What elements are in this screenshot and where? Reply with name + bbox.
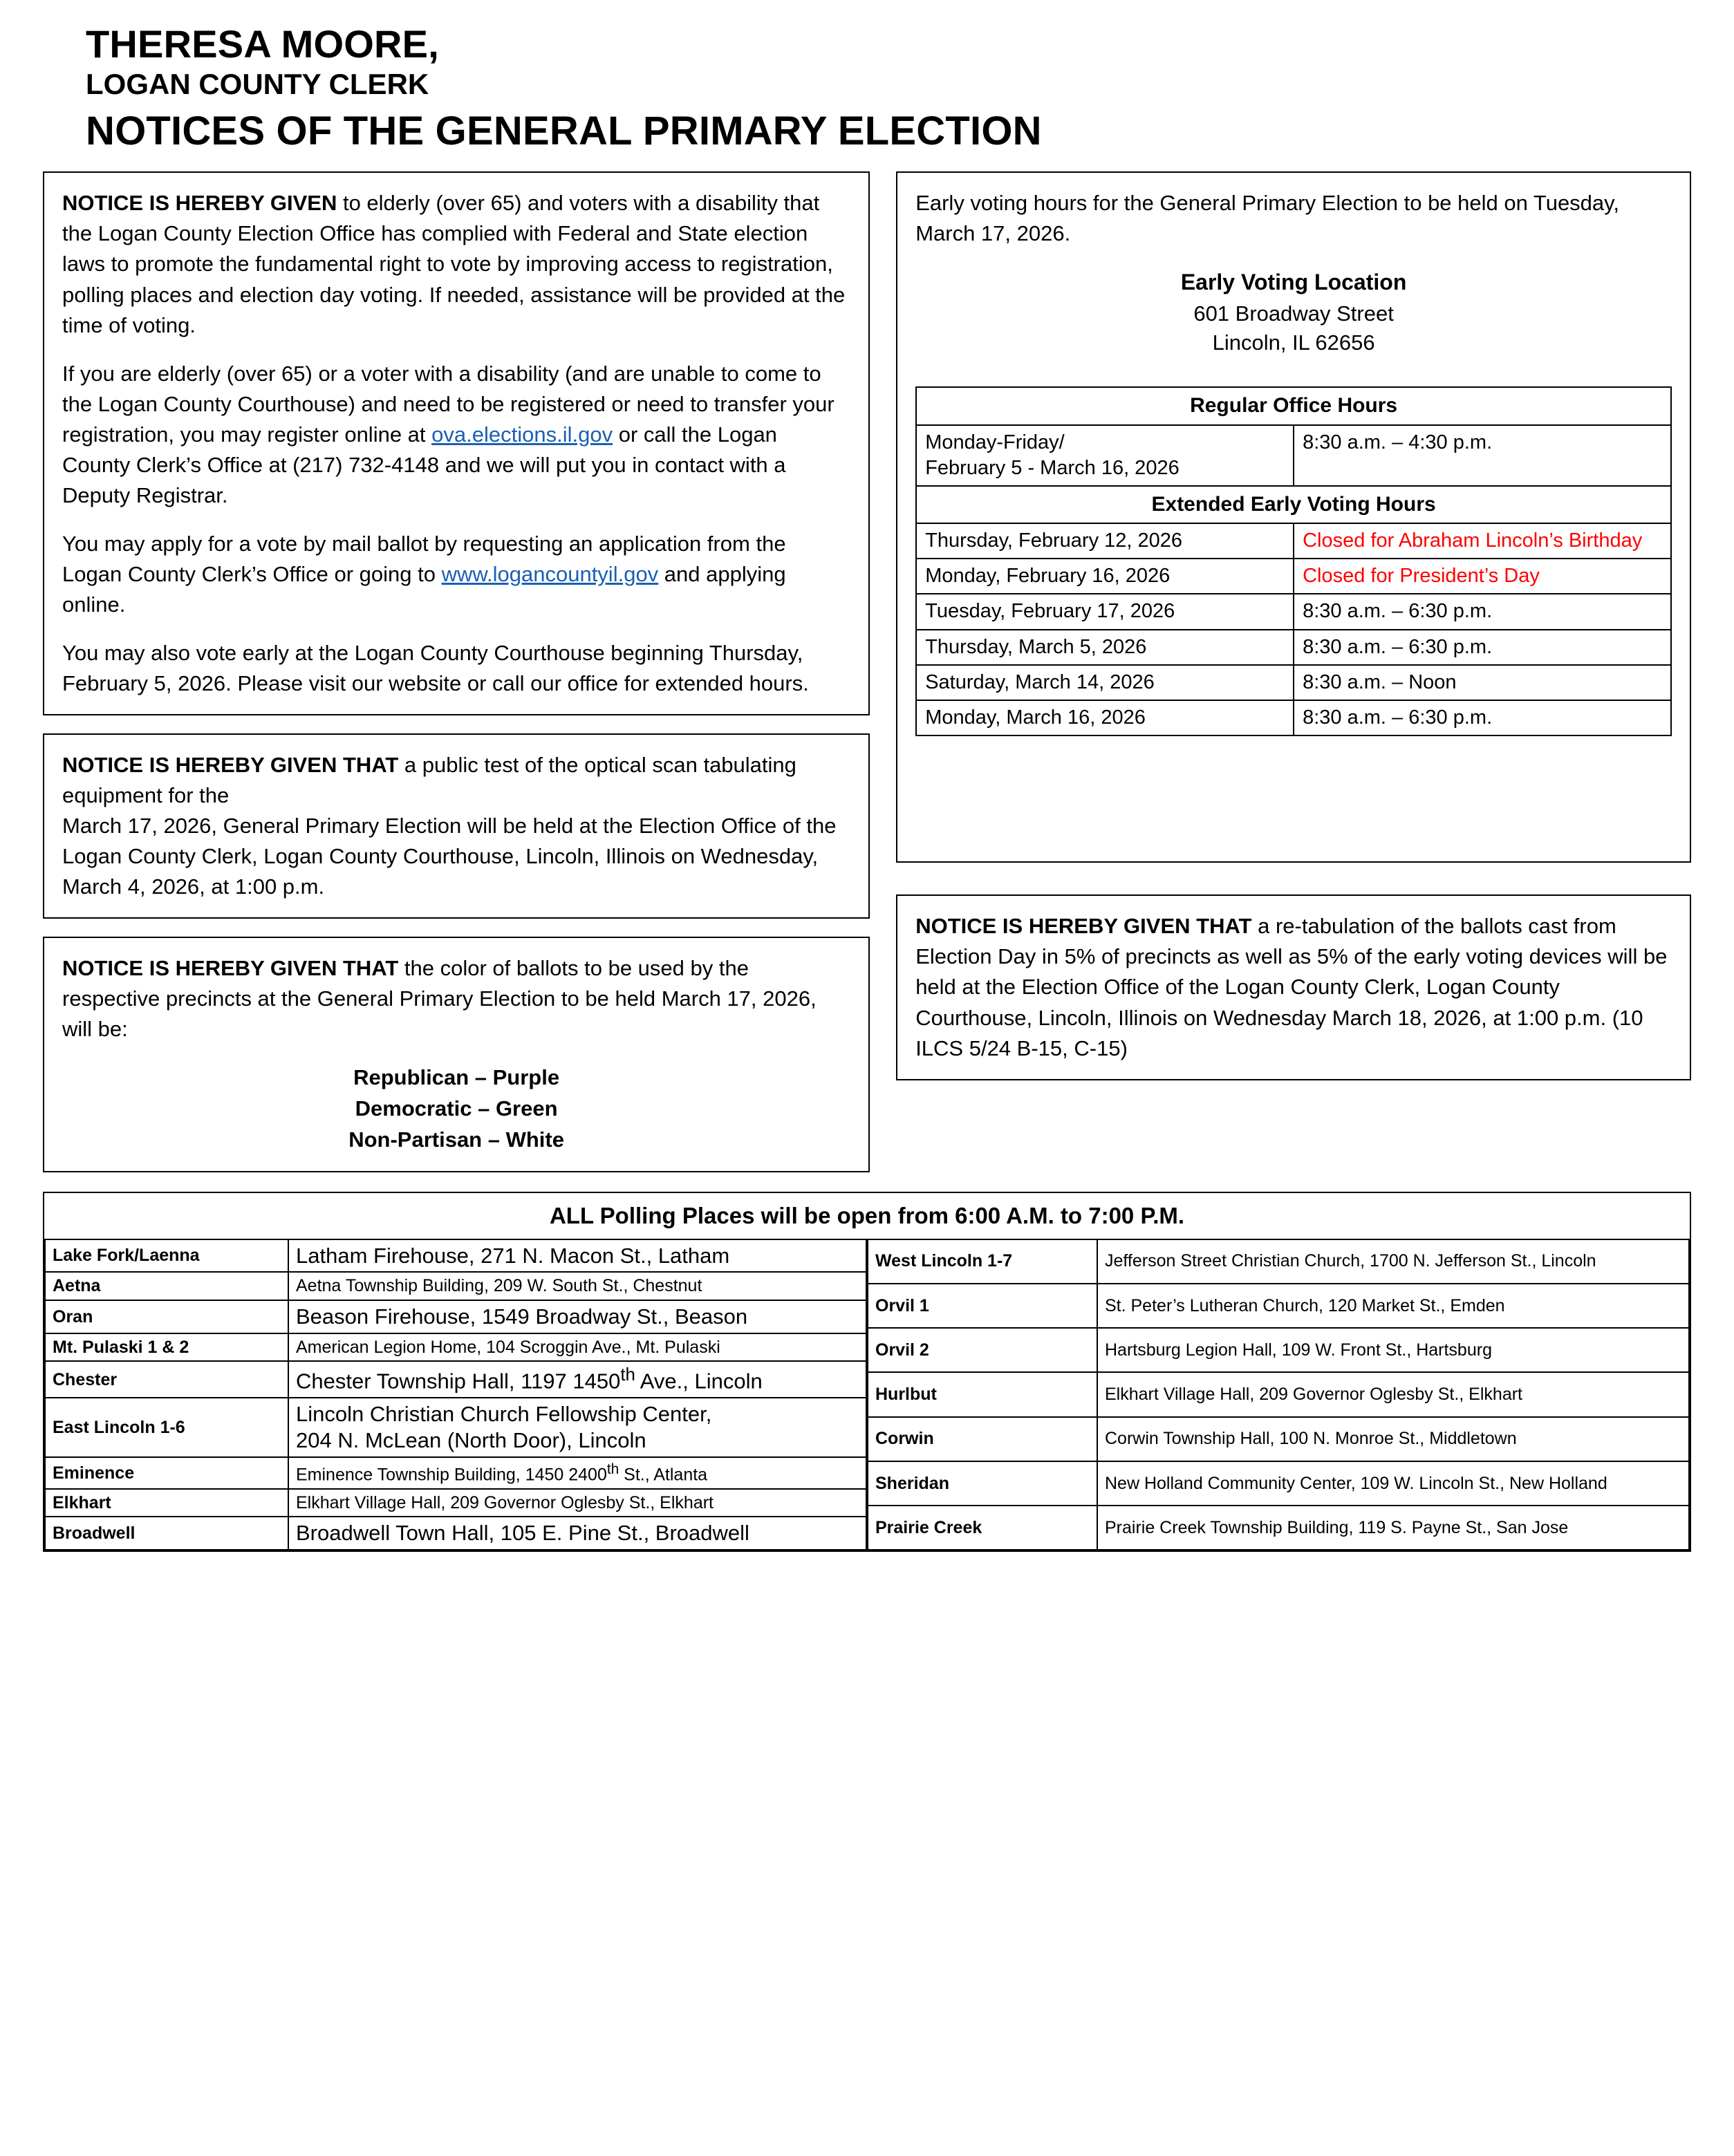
precinct-sheridan: Sheridan bbox=[868, 1461, 1097, 1506]
early-voting-address-line1: 601 Broadway Street bbox=[1193, 301, 1394, 326]
place-elkhart: Elkhart Village Hall, 209 Governor Oglesby St., Elkhart bbox=[288, 1489, 866, 1517]
place-orvil-2: Hartsburg Legion Hall, 109 W. Front St., Hartsburg bbox=[1097, 1328, 1689, 1372]
notice-ballot-color-rest: the color of ballots to be used by the respective precincts at the General Primary Election to be held March 17, 2026, will be: bbox=[62, 955, 817, 1041]
notice-public-test-p1 bbox=[62, 750, 850, 811]
place-prairie-creek: Prairie Creek Township Building, 119 S. Payne St., San Jose bbox=[1097, 1506, 1689, 1550]
notice-disability-p1-rest: to elderly (over 65) and voters with a disability that the Logan County Election Office has complied with Federal and State election laws to promote the fundamental right to vote by improving access to registration, polling places and election day voting. If needed, assistance will be provided at the time of voting. bbox=[62, 191, 846, 337]
hours-label-regular: Monday-Friday/ February 5 - March 16, 2026 bbox=[916, 425, 1294, 486]
table-row bbox=[868, 1506, 1689, 1550]
ballot-color-republican: Republican – Purple bbox=[353, 1065, 560, 1089]
table-row bbox=[45, 1333, 866, 1362]
clerk-name: THERESA MOORE, bbox=[86, 22, 439, 66]
precinct-elkhart: Elkhart bbox=[45, 1489, 288, 1517]
table-row bbox=[868, 1328, 1689, 1372]
early-voting-location-title: Early Voting Location bbox=[1180, 270, 1407, 295]
ballot-color-nonpartisan: Non-Partisan – White bbox=[348, 1127, 564, 1152]
notice-disability-p3-b: and applying online. bbox=[62, 561, 786, 617]
notice-ballot-color-bold: NOTICE IS HEREBY GIVEN THAT bbox=[62, 955, 399, 980]
precinct-broadwell: Broadwell bbox=[45, 1517, 288, 1550]
table-row bbox=[45, 1361, 866, 1398]
precinct-lake-fork-laenna: Lake Fork/Laenna bbox=[45, 1239, 288, 1273]
logancountyil-link[interactable]: www.logancountyil.gov bbox=[441, 561, 659, 586]
early-voting-box bbox=[896, 171, 1691, 863]
hours-section-extended: Extended Early Voting Hours bbox=[916, 486, 1671, 523]
precinct-chester: Chester bbox=[45, 1361, 288, 1398]
hours-row-feb16 bbox=[916, 559, 1671, 594]
hours-label-feb16: Monday, February 16, 2026 bbox=[916, 559, 1294, 594]
table-row bbox=[45, 1398, 866, 1457]
early-voting-intro: Early voting hours for the General Primary Election to be held on Tuesday, March 17, 2026. bbox=[915, 191, 1619, 246]
notice-ballot-color-p1 bbox=[62, 953, 850, 1044]
table-row bbox=[868, 1417, 1689, 1461]
hours-label-mar14: Saturday, March 14, 2026 bbox=[916, 665, 1294, 700]
notice-disability-box bbox=[43, 171, 870, 715]
precinct-east-lincoln: East Lincoln 1-6 bbox=[45, 1398, 288, 1457]
precinct-corwin: Corwin bbox=[868, 1417, 1097, 1461]
hours-row-regular bbox=[916, 425, 1671, 486]
table-row bbox=[45, 1300, 866, 1333]
polling-table-left bbox=[44, 1239, 867, 1551]
notice-retabulation-bold: NOTICE IS HEREBY GIVEN THAT bbox=[915, 914, 1252, 939]
table-row bbox=[868, 1372, 1689, 1416]
document-header bbox=[43, 24, 1691, 153]
early-voting-hours-table bbox=[915, 386, 1672, 736]
hours-row-mar14 bbox=[916, 665, 1671, 700]
table-row bbox=[45, 1239, 866, 1273]
hours-row-mar5 bbox=[916, 630, 1671, 665]
hours-section-regular-row bbox=[916, 387, 1671, 424]
notice-disability-p2-a: If you are elderly (over 65) or a voter with a disability (and are unable to come to the Logan County Courthouse) and need to be registered or need to transfer your registration, you may register online at bbox=[62, 361, 835, 447]
hours-value-mar16: 8:30 a.m. – 6:30 p.m. bbox=[1294, 700, 1671, 735]
notice-disability-p2 bbox=[62, 359, 850, 511]
hours-label-mar5: Thursday, March 5, 2026 bbox=[916, 630, 1294, 665]
hours-label-mar16: Monday, March 16, 2026 bbox=[916, 700, 1294, 735]
hours-value-feb17: 8:30 a.m. – 6:30 p.m. bbox=[1294, 594, 1671, 629]
hours-value-feb12: Closed for Abraham Lincoln’s Birthday bbox=[1294, 523, 1671, 559]
notice-disability-p1-bold: NOTICE IS HEREBY GIVEN bbox=[62, 191, 337, 216]
precinct-mt-pulaski: Mt. Pulaski 1 & 2 bbox=[45, 1333, 288, 1362]
hours-row-feb17 bbox=[916, 594, 1671, 629]
place-mt-pulaski: American Legion Home, 104 Scroggin Ave., Mt. Pulaski bbox=[288, 1333, 866, 1362]
notice-public-test-bold: NOTICE IS HEREBY GIVEN THAT bbox=[62, 752, 399, 777]
notice-public-test-box bbox=[43, 733, 870, 919]
ballot-color-democratic: Democratic – Green bbox=[355, 1096, 558, 1121]
precinct-west-lincoln: West Lincoln 1-7 bbox=[868, 1239, 1097, 1284]
place-sheridan: New Holland Community Center, 109 W. Lincoln St., New Holland bbox=[1097, 1461, 1689, 1506]
polling-places-section bbox=[43, 1192, 1691, 1553]
precinct-oran: Oran bbox=[45, 1300, 288, 1333]
table-row bbox=[868, 1284, 1689, 1328]
precinct-aetna: Aetna bbox=[45, 1272, 288, 1300]
notice-retabulation-box bbox=[896, 894, 1691, 1080]
hours-label-feb17: Tuesday, February 17, 2026 bbox=[916, 594, 1294, 629]
table-row bbox=[45, 1517, 866, 1550]
table-row bbox=[45, 1457, 866, 1489]
hours-row-mar16 bbox=[916, 700, 1671, 735]
clerk-office: LOGAN COUNTY CLERK bbox=[86, 68, 429, 101]
hours-row-feb12 bbox=[916, 523, 1671, 559]
place-eminence: Eminence Township Building, 1450 2400th St., Atlanta bbox=[288, 1457, 866, 1489]
table-row bbox=[868, 1239, 1689, 1284]
place-corwin: Corwin Township Hall, 100 N. Monroe St., Middletown bbox=[1097, 1417, 1689, 1461]
place-orvil-1: St. Peter’s Lutheran Church, 120 Market St., Emden bbox=[1097, 1284, 1689, 1328]
content-columns bbox=[43, 171, 1691, 1172]
notice-disability-p1 bbox=[62, 188, 850, 340]
notice-public-test-p2: March 17, 2026, General Primary Election will be held at the Election Office of the Logan County Clerk, Logan County Courthouse, Lincoln, Illinois on Wednesday, March 4, 2026, at 1:00 p.m. bbox=[62, 813, 837, 899]
notice-retabulation-rest: a re-tabulation of the ballots cast from Election Day in 5% of precincts as well as 5% of the early voting devices will be held at the Election Office of the Logan County Clerk, Logan County Courthouse, Lincoln, Illinois on Wednesday March 18, 2026, at 1:00 p.m. (10 ILCS 5/24 B-15, C-15) bbox=[915, 914, 1668, 1060]
precinct-orvil-2: Orvil 2 bbox=[868, 1328, 1097, 1372]
place-chester: Chester Township Hall, 1197 1450th Ave., Lincoln bbox=[288, 1361, 866, 1398]
place-broadwell: Broadwell Town Hall, 105 E. Pine St., Broadwell bbox=[288, 1517, 866, 1550]
place-east-lincoln: Lincoln Christian Church Fellowship Center, 204 N. McLean (North Door), Lincoln bbox=[288, 1398, 866, 1457]
place-oran: Beason Firehouse, 1549 Broadway St., Beason bbox=[288, 1300, 866, 1333]
notice-disability-p2-b: or call the Logan County Clerk’s Office at (217) 732-4148 and we will put you in contact with a Deputy Registrar. bbox=[62, 422, 786, 507]
table-row bbox=[45, 1272, 866, 1300]
hours-section-extended-row bbox=[916, 486, 1671, 523]
place-aetna: Aetna Township Building, 209 W. South St., Chestnut bbox=[288, 1272, 866, 1300]
place-lake-fork-laenna: Latham Firehouse, 271 N. Macon St., Latham bbox=[288, 1239, 866, 1273]
notice-disability-p4: You may also vote early at the Logan County Courthouse beginning Thursday, February 5, 2026. Please visit our website or call our office for extended hours. bbox=[62, 640, 809, 695]
hours-section-regular: Regular Office Hours bbox=[916, 387, 1671, 424]
polling-places-columns bbox=[44, 1239, 1690, 1551]
page-title: NOTICES OF THE GENERAL PRIMARY ELECTION bbox=[86, 108, 1042, 153]
precinct-prairie-creek: Prairie Creek bbox=[868, 1506, 1097, 1550]
notice-disability-p3-a: You may apply for a vote by mail ballot by requesting an application from the Logan County Clerk’s Office or going to bbox=[62, 531, 786, 586]
place-west-lincoln: Jefferson Street Christian Church, 1700 N. Jefferson St., Lincoln bbox=[1097, 1239, 1689, 1284]
early-voting-address-line2: Lincoln, IL 62656 bbox=[1212, 330, 1375, 355]
ova-elections-link[interactable]: ova.elections.il.gov bbox=[431, 422, 613, 447]
notice-ballot-color-box bbox=[43, 937, 870, 1172]
hours-value-regular: 8:30 a.m. – 4:30 p.m. bbox=[1294, 425, 1671, 486]
hours-value-mar5: 8:30 a.m. – 6:30 p.m. bbox=[1294, 630, 1671, 665]
precinct-eminence: Eminence bbox=[45, 1457, 288, 1489]
place-hurlbut: Elkhart Village Hall, 209 Governor Oglesby St., Elkhart bbox=[1097, 1372, 1689, 1416]
table-row bbox=[868, 1461, 1689, 1506]
table-row bbox=[45, 1489, 866, 1517]
polling-places-title: ALL Polling Places will be open from 6:00 A.M. to 7:00 P.M. bbox=[549, 1202, 1185, 1228]
hours-label-feb12: Thursday, February 12, 2026 bbox=[916, 523, 1294, 559]
hours-value-mar14: 8:30 a.m. – Noon bbox=[1294, 665, 1671, 700]
polling-table-right bbox=[867, 1239, 1690, 1551]
right-column bbox=[896, 171, 1691, 1080]
notice-retabulation-p1 bbox=[915, 911, 1672, 1063]
left-column bbox=[43, 171, 870, 1172]
hours-value-feb16: Closed for President’s Day bbox=[1294, 559, 1671, 594]
precinct-hurlbut: Hurlbut bbox=[868, 1372, 1097, 1416]
notice-public-test-rest: a public test of the optical scan tabulating equipment for the bbox=[62, 752, 796, 807]
precinct-orvil-1: Orvil 1 bbox=[868, 1284, 1097, 1328]
notice-disability-p3 bbox=[62, 529, 850, 620]
